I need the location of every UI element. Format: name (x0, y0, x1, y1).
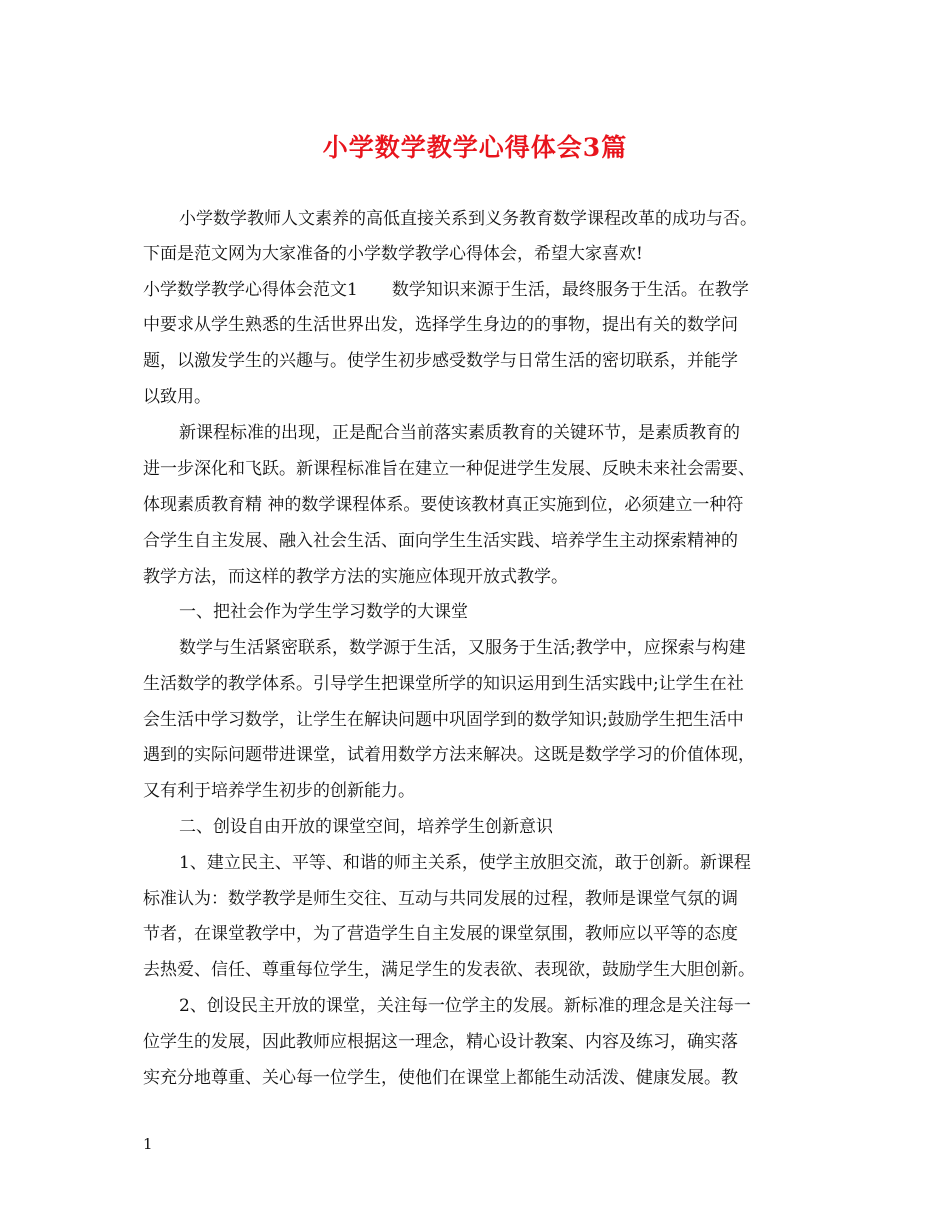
body-line: 标准认为：数学教学是师生交往、互动与共同发展的过程，教师是课堂气氛的调 (143, 889, 738, 909)
body-line: 新课程标准的出现，正是配合当前落实素质教育的关键环节，是素质教育的 (179, 423, 740, 443)
body-line: 合学生自主发展、融入社会生活、面向学生生活实践、培养学生主动探索精神的 (143, 531, 738, 551)
body-line: 去热爱、信任、尊重每位学生，满足学生的发表欲、表现欲，鼓励学生大胆创新。 (143, 960, 755, 980)
body-line: 生活数学的教学体系。引导学生把课堂所学的知识运用到生活实践中;让学生在社 (143, 674, 744, 694)
body-line: 下面是范文网为大家准备的小学数学教学心得体会，希望大家喜欢! (143, 244, 643, 264)
document-title: 小学数学教学心得体会3篇 (322, 133, 628, 162)
body-line: 数学与生活紧密联系，数学源于生活，又服务于生活;教学中，应探索与构建 (179, 638, 746, 658)
body-line: 中要求从学生熟悉的生活世界出发，选择学生身边的的事物，提出有关的数学问 (143, 315, 738, 335)
body-line: 小学数学教学心得体会范文1 数学知识来源于生活，最终服务于生活。在教学 (143, 280, 749, 300)
section-heading: 二、创设自由开放的课堂空间，培养学生创新意识 (179, 817, 553, 837)
body-line: 体现素质教育精 神的数学课程体系。要使该教材真正实施到位，必须建立一种符 (143, 495, 744, 515)
page-number: 1 (143, 1135, 153, 1153)
body-line: 节者，在课堂教学中，为了营造学生自主发展的课堂氛围，教师应以平等的态度 (143, 924, 738, 944)
body-line: 以致用。 (143, 387, 211, 407)
body-line: 又有利于培养学生初步的创新能力。 (143, 781, 415, 801)
body-line: 位学生的发展，因此教师应根据这一理念，精心设计教案、内容及练习，确实落 (143, 1032, 738, 1052)
body-line: 2、创设民主开放的课堂，关注每一位学主的发展。新标准的理念是关注每一 (179, 996, 751, 1016)
body-line: 进一步深化和飞跃。新课程标准旨在建立一种促进学生发展、反映未来社会需要、 (143, 459, 755, 479)
body-line: 教学方法，而这样的教学方法的实施应体现开放式教学。 (143, 567, 568, 587)
body-line: 题，以激发学生的兴趣与。使学生初步感受数学与日常生活的密切联系，并能学 (143, 351, 738, 371)
section-heading: 一、把社会作为学生学习数学的大课堂 (179, 602, 468, 622)
body-line: 会生活中学习数学，让学生在解诀问题中巩固学到的数学知识;鼓励学生把生活中 (143, 710, 744, 730)
body-line: 遇到的实际问题带进课堂，试着用数学方法来解决。这既是数学学习的价值体现， (143, 745, 755, 765)
body-line: 实充分地尊重、关心每一位学生，使他们在课堂上都能生动活泼、健康发展。教 (143, 1068, 738, 1088)
body-line: 1、建立民主、平等、和谐的师主关系，使学主放胆交流，敢于创新。新课程 (179, 853, 751, 873)
body-line: 小学数学教师人文素养的高低直接关系到义务教育数学课程改革的成功与否。 (179, 209, 757, 229)
